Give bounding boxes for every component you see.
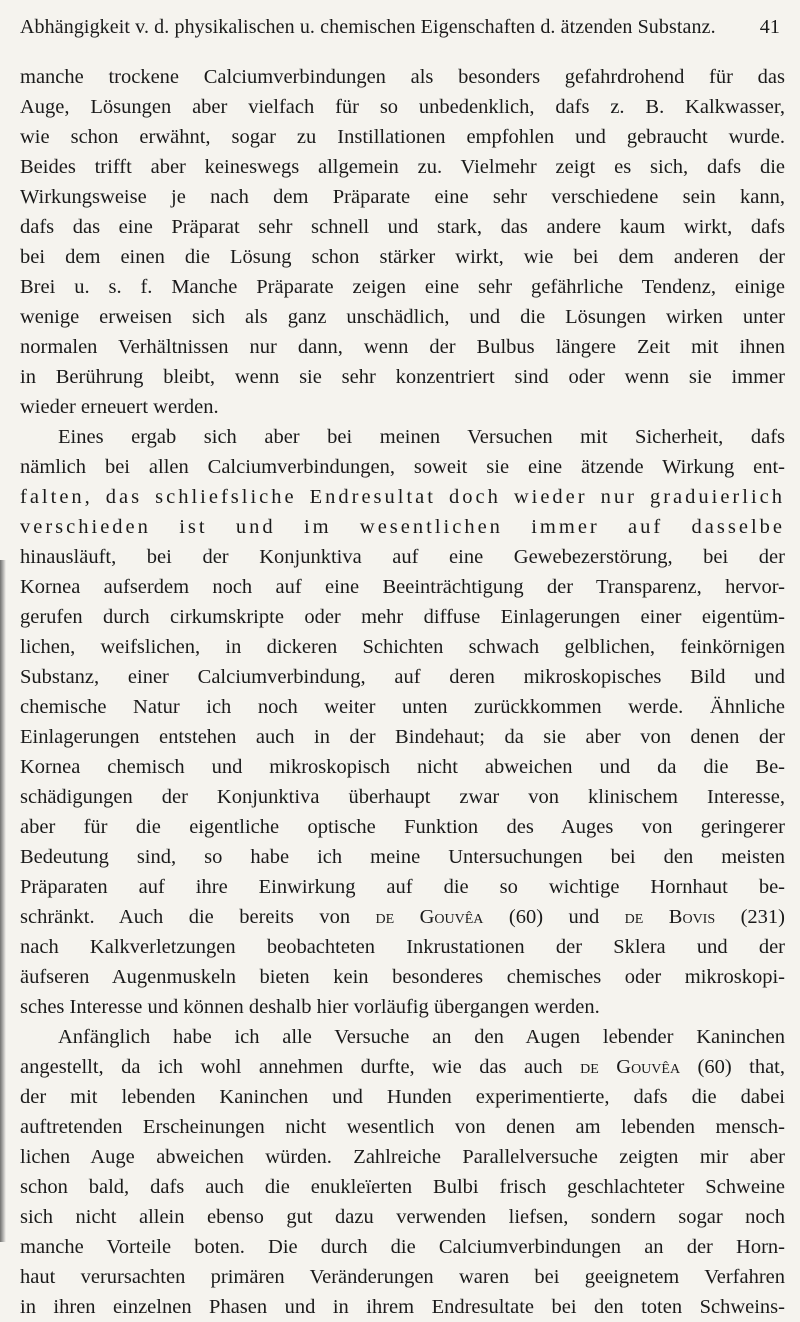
text-line: äufseren Augenmuskeln bieten kein besonderes chemisches oder mikroskopi- xyxy=(20,966,785,988)
text-line: Präparaten auf ihre Einwirkung auf die so wichtige Hornhaut be- xyxy=(20,876,785,898)
text-line: Kornea aufserdem noch auf eine Beeinträchtigung der Transparenz, hervor- xyxy=(20,576,785,598)
text-line: angestellt, da ich wohl annehmen durfte, wie das auch de Gouvêa (60) that, xyxy=(20,1056,785,1078)
text-line: haut verursachten primären Veränderungen waren bei geeignetem Verfahren xyxy=(20,1266,785,1288)
text-line: auftretenden Erscheinungen nicht wesentlich von denen am lebenden mensch- xyxy=(20,1116,785,1138)
text-line: Auge, Lösungen aber vielfach für so unbedenklich, dafs z. B. Kalkwasser, xyxy=(20,96,785,118)
text-line: aber für die eigentliche optische Funktion des Auges von geringerer xyxy=(20,816,785,838)
text-line: in Berührung bleibt, wenn sie sehr konzentriert sind oder wenn sie immer xyxy=(20,366,785,388)
body-text xyxy=(20,62,785,1322)
running-title: Abhängigkeit v. d. physikalischen u. chemischen Eigenschaften d. ätzenden Substanz. xyxy=(20,16,716,38)
text-line: wenige erweisen sich als ganz unschädlich, und die Lösungen wirken unter xyxy=(20,306,785,328)
text-line: sich nicht allein ebenso gut dazu verwenden liefsen, sondern sogar noch xyxy=(20,1206,785,1228)
text-line: Substanz, einer Calciumverbindung, auf deren mikroskopisches Bild und xyxy=(20,666,785,688)
text-line: schädigungen der Konjunktiva überhaupt zwar von klinischem Interesse, xyxy=(20,786,785,808)
author-name: de Gouvêa xyxy=(375,906,484,928)
text-line: schränkt. Auch die bereits von de Gouvêa (60) und de Bovis (231) xyxy=(20,906,785,928)
author-name: de Bovis xyxy=(624,906,716,928)
text-line: der mit lebenden Kaninchen und Hunden experimentierte, dafs die dabei xyxy=(20,1086,785,1108)
text-line: gerufen durch cirkumskripte oder mehr diffuse Einlagerungen einer eigentüm- xyxy=(20,606,785,628)
text-line: Kornea chemisch und mikroskopisch nicht abweichen und da die Be- xyxy=(20,756,785,778)
text-line: Brei u. s. f. Manche Präparate zeigen eine sehr gefährliche Tendenz, einige xyxy=(20,276,785,298)
text-line: Bedeutung sind, so habe ich meine Untersuchungen bei den meisten xyxy=(20,846,785,868)
page-number: 41 xyxy=(759,16,780,38)
running-head xyxy=(20,12,780,42)
text-line: falten, das schliefsliche Endresultat doch wieder nur graduierlich xyxy=(20,486,785,508)
text-line: Einlagerungen entstehen auch in der Bindehaut; da sie aber von denen der xyxy=(20,726,785,748)
text-line: verschieden ist und im wesentlichen immer auf dasselbe xyxy=(20,516,785,538)
text-line: nämlich bei allen Calciumverbindungen, soweit sie eine ätzende Wirkung ent- xyxy=(20,456,785,478)
text-line: sches Interesse und können deshalb hier vorläufig übergangen werden. xyxy=(20,996,600,1018)
binding-shadow xyxy=(0,560,6,1242)
text-line: lichen Auge abweichen würden. Zahlreiche Parallelversuche zeigten mir aber xyxy=(20,1146,785,1168)
text-line: lichen, weifslichen, in dickeren Schichten schwach gelblichen, feinkörnigen xyxy=(20,636,785,658)
text-line: in ihren einzelnen Phasen und in ihrem Endresultate bei den toten Schweins- xyxy=(20,1296,785,1318)
text-line: Beides trifft aber keineswegs allgemein zu. Vielmehr zeigt es sich, dafs die xyxy=(20,156,785,178)
text-line: Eines ergab sich aber bei meinen Versuchen mit Sicherheit, dafs xyxy=(58,426,785,448)
text-line: dafs das eine Präparat sehr schnell und stark, das andere kaum wirkt, dafs xyxy=(20,216,785,238)
text-line: bei dem einen die Lösung schon stärker wirkt, wie bei dem anderen der xyxy=(20,246,785,268)
text-line: manche trockene Calciumverbindungen als besonders gefahrdrohend für das xyxy=(20,66,785,88)
text-line: chemische Natur ich noch weiter unten zurückkommen werde. Ähnliche xyxy=(20,696,785,718)
text-line: normalen Verhältnissen nur dann, wenn der Bulbus längere Zeit mit ihnen xyxy=(20,336,785,358)
text-line: manche Vorteile boten. Die durch die Calciumverbindungen an der Horn- xyxy=(20,1236,785,1258)
text-line: Wirkungsweise je nach dem Präparate eine sehr verschiedene sein kann, xyxy=(20,186,785,208)
author-name: de Gouvêa xyxy=(580,1056,681,1078)
text-line: hinausläuft, bei der Konjunktiva auf eine Gewebezerstörung, bei der xyxy=(20,546,785,568)
text-line: wie schon erwähnt, sogar zu Instillationen empfohlen und gebraucht wurde. xyxy=(20,126,785,148)
text-line: nach Kalkverletzungen beobachteten Inkrustationen der Sklera und der xyxy=(20,936,785,958)
text-line: Anfänglich habe ich alle Versuche an den Augen lebender Kaninchen xyxy=(58,1026,785,1048)
text-line: wieder erneuert werden. xyxy=(20,396,219,418)
text-line: schon bald, dafs auch die enukleïerten Bulbi frisch geschlachteter Schweine xyxy=(20,1176,785,1198)
